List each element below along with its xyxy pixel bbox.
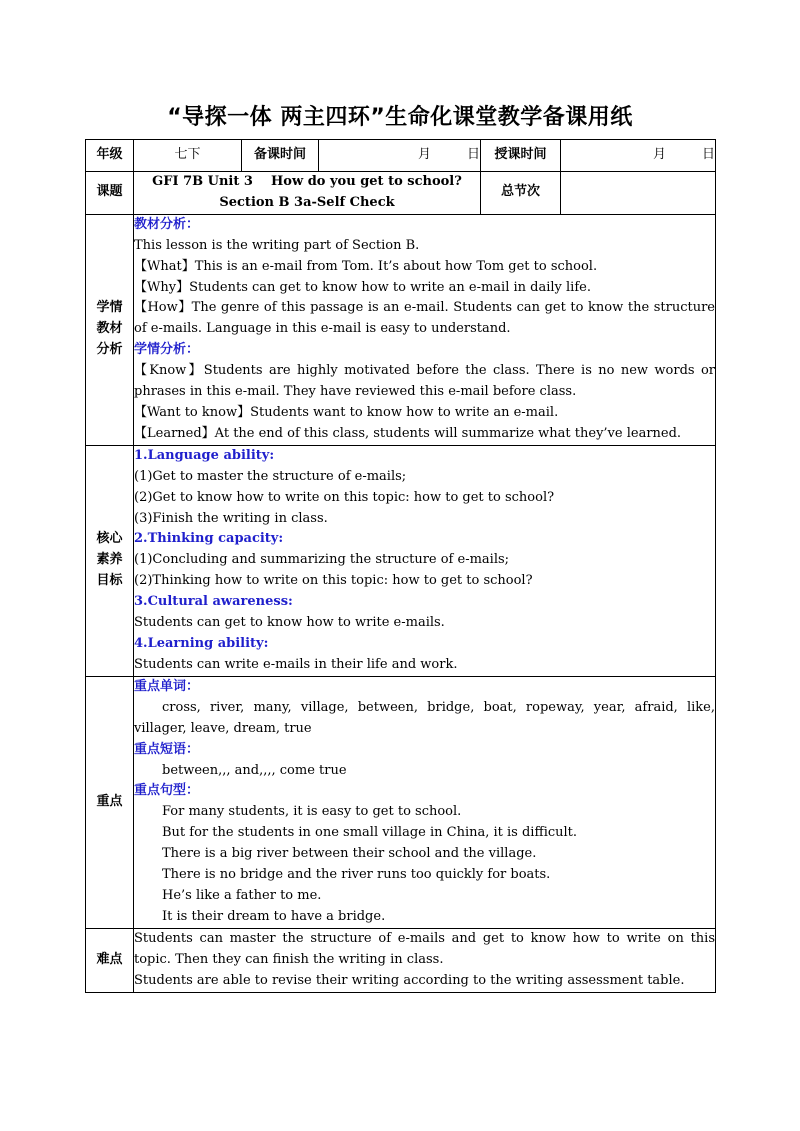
sentences-heading: 重点句型： <box>134 783 200 799</box>
literacy-heading: 2.Thinking capacity: <box>134 531 284 547</box>
prep-time-label: 备课时间 <box>242 140 319 172</box>
topic-line-2: Section B 3a-Self Check <box>219 194 395 210</box>
student-line: 【Know】Students are highly motivated before the class. There is no new words or phrases in this e-mail. They have reviewed this e-mail before class. <box>134 363 715 400</box>
literacy-line: Students can get to know how to write e-mails. <box>134 615 445 631</box>
topic-line-1: GFI 7B Unit 3 How do you get to school? <box>152 174 462 189</box>
phrases-heading: 重点短语： <box>134 741 200 757</box>
literacy-line: (1)Concluding and summarizing the structure of e-mails; <box>134 552 510 568</box>
key-points-row <box>86 676 716 928</box>
literacy-line: (1)Get to master the structure of e-mails; <box>134 468 407 484</box>
literacy-label-line: 目标 <box>96 573 123 589</box>
difficult-points-content <box>134 928 716 992</box>
page-title: “导探一体 两主四环”生命化课堂教学备课用纸 <box>167 105 633 130</box>
prep-time-value <box>319 140 481 172</box>
material-heading: 教材分析： <box>134 216 200 232</box>
key-sentence: For many students, it is easy to get to school. <box>162 804 462 820</box>
key-sentence: There is a big river between their school and the village. <box>162 846 537 862</box>
key-phrases: between,,, and,,,, come true <box>162 762 347 778</box>
material-line: 【Why】Students can get to know how to write an e-mail in daily life. <box>134 279 591 295</box>
topic-value <box>134 172 481 215</box>
key-sentence: There is no bridge and the river runs too quickly for boats. <box>162 867 551 883</box>
analysis-label-line: 分析 <box>96 342 123 358</box>
words-heading: 重点单词： <box>134 678 200 694</box>
analysis-label-line: 学情 <box>96 300 123 316</box>
topic-label: 课题 <box>86 172 134 215</box>
teach-month: 月 <box>652 147 666 163</box>
literacy-label-line: 核心 <box>96 531 123 547</box>
material-line: 【What】This is an e-mail from Tom. It’s about how Tom get to school. <box>134 258 598 274</box>
difficult-line: Students can master the structure of e-mails and get to know how to write on this topic. Then they can finish the writing in class. <box>134 930 715 967</box>
difficult-points-row <box>86 928 716 992</box>
topic-row <box>86 172 716 215</box>
key-sentence: It is their dream to have a bridge. <box>162 908 386 924</box>
analysis-content <box>134 214 716 445</box>
literacy-row <box>86 445 716 676</box>
teach-day: 日 <box>701 147 715 163</box>
key-points-content <box>134 676 716 928</box>
key-sentence: He’s like a father to me. <box>162 887 322 903</box>
header-row <box>86 140 716 172</box>
literacy-label-line: 素养 <box>96 552 123 568</box>
analysis-label <box>86 214 134 445</box>
literacy-heading: 4.Learning ability: <box>134 635 269 651</box>
student-line: 【Learned】At the end of this class, students will summarize what they’ve learned. <box>134 425 682 441</box>
difficult-line: Students are able to revise their writing according to the writing assessment table. <box>134 972 685 988</box>
material-line: 【How】The genre of this passage is an e-mail. Students can get to know the structure of e-mails. Language in this e-mail is easy to understand. <box>134 300 715 337</box>
teach-time-label: 授课时间 <box>481 140 561 172</box>
literacy-line: Students can write e-mails in their life and work. <box>134 656 458 672</box>
prep-day: 日 <box>466 147 480 163</box>
key-sentence: But for the students in one small village in China, it is difficult. <box>162 825 578 841</box>
analysis-row <box>86 214 716 445</box>
material-line: This lesson is the writing part of Section B. <box>134 237 420 253</box>
total-lessons-value <box>561 172 716 215</box>
lesson-plan-table <box>85 139 716 993</box>
literacy-heading: 3.Cultural awareness: <box>134 594 293 610</box>
grade-label: 年级 <box>86 140 134 172</box>
literacy-line: (2)Thinking how to write on this topic: how to get to school? <box>134 573 533 589</box>
key-points-label: 重点 <box>86 676 134 928</box>
difficult-points-label: 难点 <box>86 928 134 992</box>
literacy-heading: 1.Language ability: <box>134 447 275 463</box>
key-words: cross, river, many, village, between, bridge, boat, ropeway, year, afraid, like, villager, leave, dream, true <box>134 699 715 736</box>
analysis-label-line: 教材 <box>96 321 123 337</box>
literacy-label <box>86 445 134 676</box>
literacy-line: (2)Get to know how to write on this topic: how to get to school? <box>134 489 555 505</box>
total-lessons-label: 总节次 <box>481 172 561 215</box>
student-heading: 学情分析： <box>134 342 200 358</box>
grade-value: 七下 <box>134 140 242 172</box>
teach-time-value <box>561 140 716 172</box>
prep-month: 月 <box>417 147 431 163</box>
literacy-content <box>134 445 716 676</box>
literacy-line: (3)Finish the writing in class. <box>134 510 328 526</box>
student-line: 【Want to know】Students want to know how to write an e-mail. <box>134 404 559 420</box>
